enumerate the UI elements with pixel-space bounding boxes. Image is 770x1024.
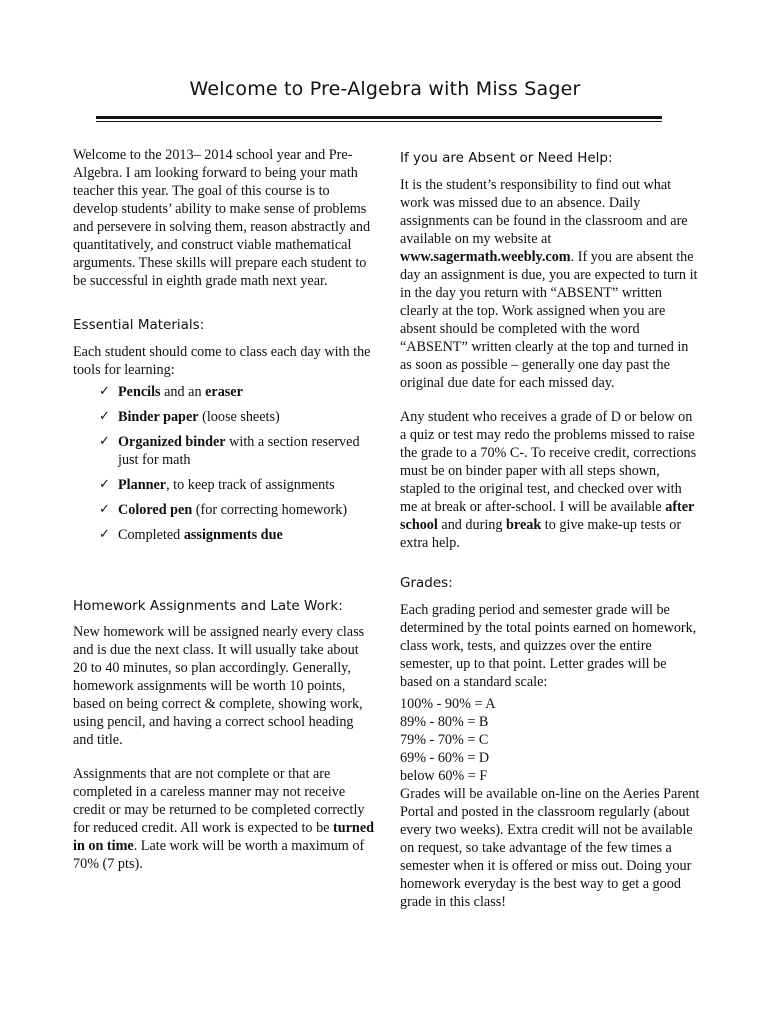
- grade-scale-item: below 60% = F: [400, 768, 488, 784]
- grades-closing: Grades will be available on-line on the Aeries Parent Portal and posted in the classroom regularly (about every two weeks). Extra credit will not be available on request, so take advantage of the few times a semester when it is offered or miss out. Doing your homework everyday is the best way to get a good grade in this class!: [400, 786, 700, 910]
- title-underline-thin: [96, 121, 662, 122]
- intro-paragraph: Welcome to the 2013– 2014 school year and Pre-Algebra. I am looking forward to being your math teacher this year. The goal of this course is to develop students’ ability to make sense of problems and persevere in solving them, reason abstractly and quantitatively, and construct viable mathematical arguments. These skills will prepare each student to be successful in eighth grade math next year.: [73, 147, 371, 289]
- checkmark-icon: ✓: [99, 434, 110, 449]
- list-item: ✓ Colored pen (for correcting homework): [99, 502, 348, 518]
- checkmark-icon: ✓: [99, 409, 110, 424]
- checkmark-icon: ✓: [99, 477, 110, 492]
- list-item: ✓ Planner, to keep track of assignments: [99, 477, 335, 493]
- absent-paragraph-1: It is the student’s responsibility to find out what work was missed due to an absence. Daily assignments can be found in the classroom and are available on my website at www.sagermath.weebly.com. If you are absent the day an assignment is due, you are expected to turn it in the day you return with “ABSENT” written clearly at the top. Work assigned when you are absent should be completed with the word “ABSENT” written clearly at the top and turned in as soon as possible – generally one day past the original due date for each missed day.: [400, 177, 698, 391]
- homework-paragraph-1: New homework will be assigned nearly every class and is due the next class. It will usually take about 20 to 40 minutes, so plan accordingly. Generally, homework assignments will be worth 10 points, based on being correct & complete, showing work, using pencil, and having a correct school heading and title.: [73, 624, 365, 748]
- list-item: ✓ Binder paper (loose sheets): [99, 409, 280, 425]
- checkmark-icon: ✓: [99, 384, 110, 399]
- materials-heading: Essential Materials:: [73, 317, 205, 333]
- checkmark-icon: ✓: [99, 502, 110, 517]
- list-item: ✓ Pencils and an eraser: [99, 384, 243, 400]
- list-item: ✓ Completed assignments due: [99, 527, 283, 543]
- checkmark-icon: ✓: [99, 527, 110, 542]
- grades-intro: Each grading period and semester grade will be determined by the total points earned on homework, class work, tests, and quizzes over the entire semester, up to that point. Letter grades will be based on a standard scale:: [400, 602, 697, 690]
- list-item: ✓ Organized binder with a section reserved just for math: [99, 434, 360, 468]
- grade-scale: [400, 695, 700, 785]
- materials-list: [73, 383, 375, 544]
- absent-heading: If you are Absent or Need Help:: [400, 150, 613, 166]
- homework-paragraph-2: Assignments that are not complete or that are completed in a careless manner may not receive credit or may be returned to be completed correctly for reduced credit. All work is expected to be turned in on time. Late work will be worth a maximum of 70% (7 pts).: [73, 766, 375, 872]
- grade-scale-item: 100% - 90% = A: [400, 696, 496, 712]
- right-column: [400, 146, 700, 911]
- left-column: [73, 146, 375, 873]
- grade-scale-item: 89% - 80% = B: [400, 714, 489, 730]
- absent-paragraph-2: Any student who receives a grade of D or below on a quiz or test may redo the problems missed to raise the grade to a 70% C-. To receive credit, corrections must be on binder paper with all steps shown, stapled to the original test, and checked over with me at break or after-school. I will be available after school and during break to give make-up tests or extra help.: [400, 409, 697, 551]
- grade-scale-item: 79% - 70% = C: [400, 732, 489, 748]
- website-link[interactable]: www.sagermath.weebly.com: [400, 249, 571, 265]
- page-title: Welcome to Pre-Algebra with Miss Sager: [189, 78, 581, 100]
- grade-scale-item: 69% - 60% = D: [400, 750, 490, 766]
- title-underline-thick: [96, 116, 662, 119]
- materials-intro: Each student should come to class each day with the tools for learning:: [73, 344, 371, 378]
- grades-heading: Grades:: [400, 575, 453, 591]
- homework-heading: Homework Assignments and Late Work:: [73, 598, 343, 614]
